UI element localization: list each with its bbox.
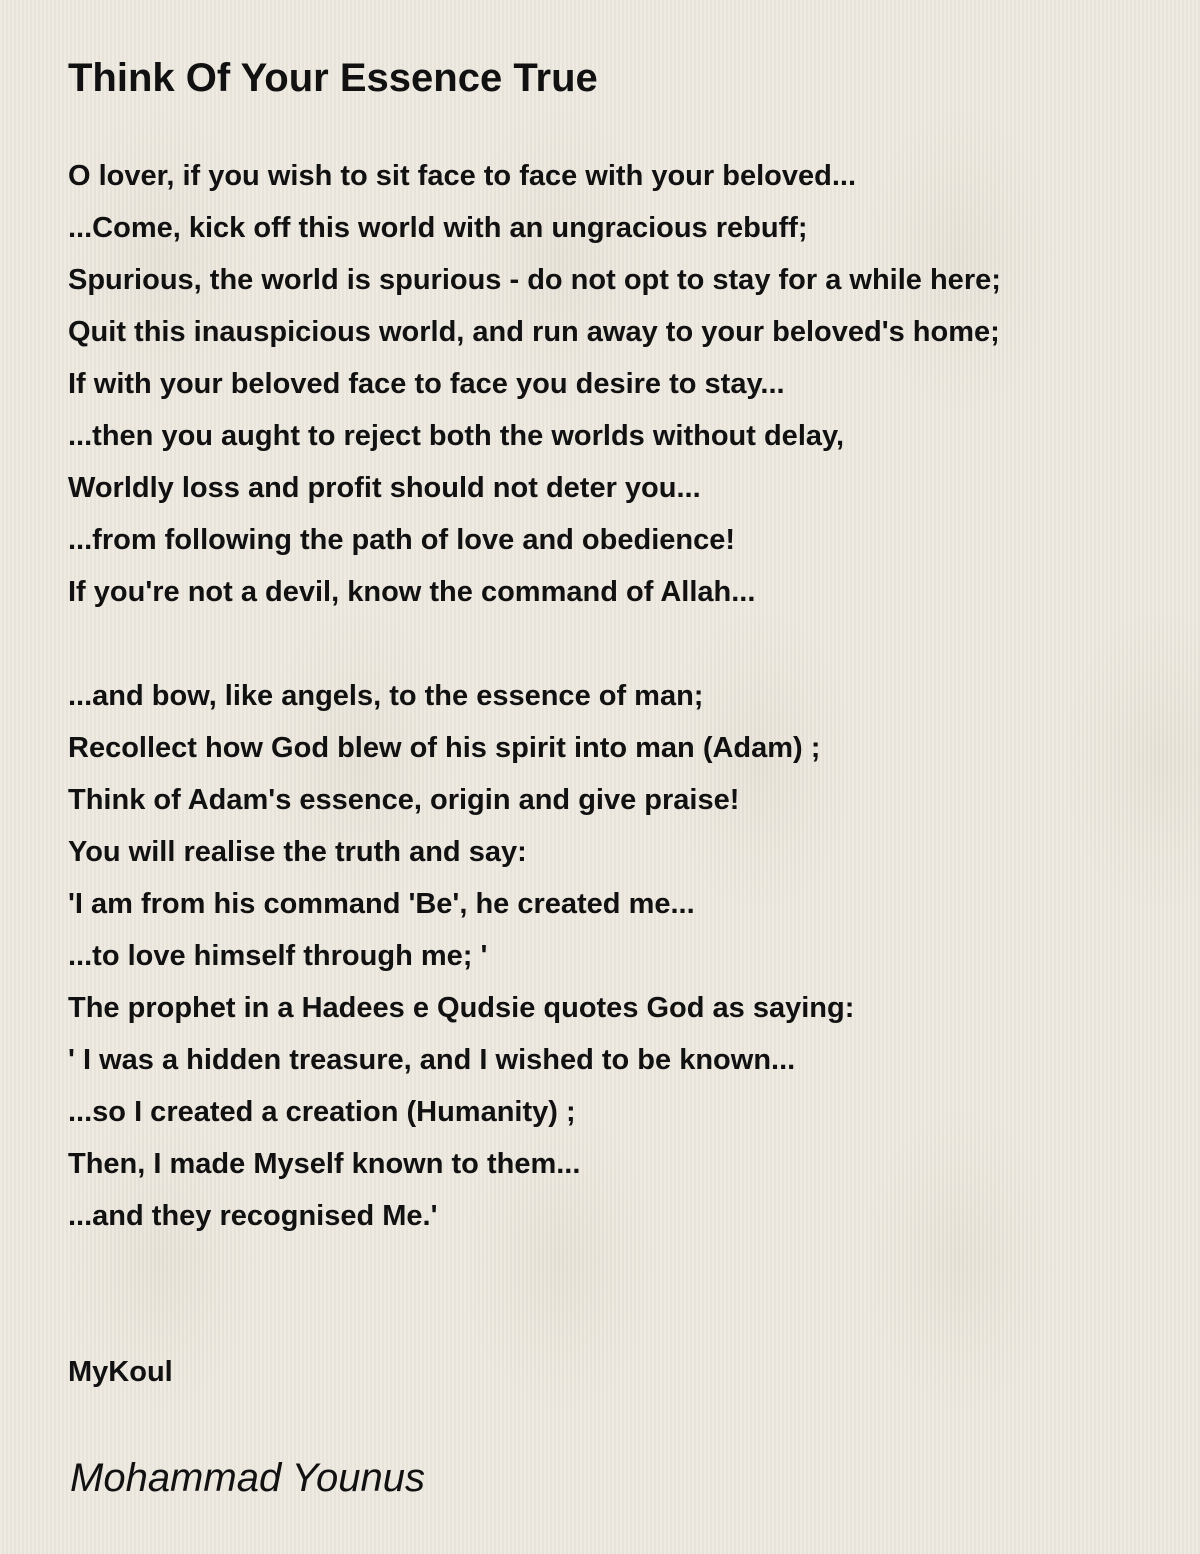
poem-line: ...and they recognised Me.' <box>68 1200 438 1232</box>
poem-line: Worldly loss and profit should not deter you... <box>68 472 701 504</box>
poem-line: If with your beloved face to face you desire to stay... <box>68 368 785 400</box>
poem-line: Quit this inauspicious world, and run away to your beloved's home; <box>68 316 1000 348</box>
poem-line: The prophet in a Hadees e Qudsie quotes God as saying: <box>68 992 855 1024</box>
poem-line: ...so I created a creation (Humanity) ; <box>68 1096 576 1128</box>
poem-line: ...from following the path of love and obedience! <box>68 524 736 556</box>
poem-line: Then, I made Myself known to them... <box>68 1148 581 1180</box>
stanza-1 <box>68 150 1178 618</box>
poem-line: You will realise the truth and say: <box>68 836 527 868</box>
poem-line: O lover, if you wish to sit face to face with your beloved... <box>68 160 856 192</box>
poem-line: ...and bow, like angels, to the essence of man; <box>68 680 704 712</box>
poem-signoff: MyKoul <box>68 1356 173 1388</box>
poem-line: Recollect how God blew of his spirit into man (Adam) ; <box>68 732 821 764</box>
poem-title: Think Of Your Essence True <box>68 56 598 100</box>
poem-line: Think of Adam's essence, origin and give praise! <box>68 784 740 816</box>
poem-line: 'I am from his command 'Be', he created me... <box>68 888 695 920</box>
poem-body <box>68 150 1178 1294</box>
poem-line: ...to love himself through me; ' <box>68 940 488 972</box>
poem-line: ...then you aught to reject both the worlds without delay, <box>68 420 845 452</box>
stanza-2 <box>68 670 1178 1242</box>
poem-line: ' I was a hidden treasure, and I wished to be known... <box>68 1044 796 1076</box>
poem-line: Spurious, the world is spurious - do not opt to stay for a while here; <box>68 264 1001 296</box>
poem-line: ...Come, kick off this world with an ungracious rebuff; <box>68 212 808 244</box>
poem-line: If you're not a devil, know the command of Allah... <box>68 576 756 608</box>
poem-author: Mohammad Younus <box>70 1456 426 1500</box>
